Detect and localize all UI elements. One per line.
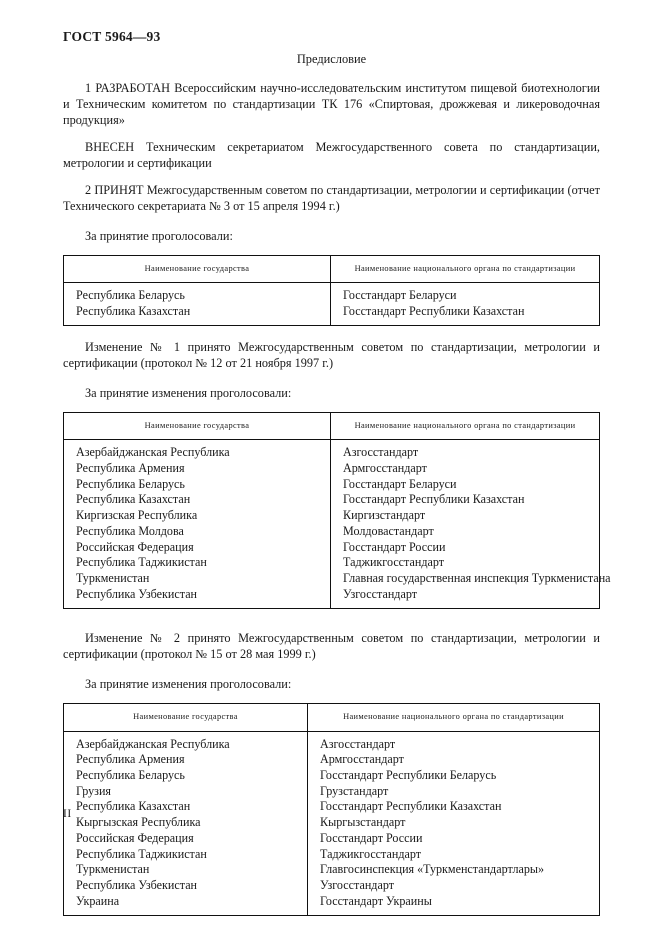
list-item: Туркменистан — [76, 571, 150, 586]
table-amendment-1-votes — [63, 412, 611, 609]
vote-intro-amendment-2: За принятие изменения проголосовали: — [85, 677, 292, 692]
list-item: Госстандарт Беларуси — [343, 476, 457, 491]
running-head-standard-number: ГОСТ 5964—93 — [63, 29, 161, 44]
paragraph-developed-by: 1 РАЗРАБОТАН Всероссийским научно-исследовательским институтом пищевой биотехнологии и Техническим комитетом по стандартизации ТК 176 «Спиртовая, дрожжевая и ликероводочная продукция» — [63, 80, 600, 127]
list-item: Молдовастандарт — [343, 523, 434, 538]
list-item: Кыргызская Республика — [76, 815, 201, 830]
table-row — [64, 440, 600, 609]
list-item: Республика Таджикистан — [76, 846, 207, 861]
paragraph-adopted-by: 2 ПРИНЯТ Межгосударственным советом по стандартизации, метрологии и сертификации (отчет Технического секретариата № 3 от 15 апреля 1994 г.) — [63, 182, 600, 213]
paragraph-amendment-2: Изменение № 2 принято Межгосударственным советом по стандартизации, метрологии и сертификации (протокол № 15 от 28 мая 1999 г.) — [63, 631, 600, 662]
spacer — [63, 326, 600, 340]
table-row — [64, 731, 600, 916]
list-item: Республика Казахстан — [76, 492, 191, 507]
list-item: Госстандарт Украины — [320, 893, 432, 908]
list-item: Таджикгосстандарт — [343, 555, 445, 570]
table-header-row — [64, 255, 600, 282]
table-adoption-votes-wrap — [63, 255, 600, 327]
list-item: Грузия — [76, 783, 111, 798]
list-item: Азербайджанская Республика — [76, 736, 230, 751]
list-item: Азербайджанская Республика — [76, 445, 230, 460]
list-item: Туркменистан — [76, 862, 150, 877]
list-item: Республика Беларусь — [76, 767, 185, 782]
list-item: Российская Федерация — [76, 539, 194, 554]
spacer — [63, 609, 600, 631]
list-item: Республика Армения — [76, 752, 185, 767]
cell-bodies — [331, 440, 611, 609]
column-header-body: Наименование национального органа по стандартизации — [331, 413, 600, 440]
list-item: Российская Федерация — [76, 830, 194, 845]
list-item: Армгосстандарт — [320, 752, 404, 767]
list-item: Киргизская Республика — [76, 508, 198, 523]
table-header-row — [64, 704, 600, 731]
page-title: Предисловие — [296, 52, 367, 66]
table-header-row — [64, 413, 600, 440]
column-header-body: Наименование национального органа по стандартизации — [308, 704, 600, 731]
table-amendment-2-votes-wrap — [63, 703, 600, 916]
list-item: Армгосстандарт — [343, 461, 427, 476]
list-item: Республика Армения — [76, 461, 185, 476]
cell-states — [64, 282, 331, 325]
cell-bodies — [308, 731, 600, 916]
list-item: Узгосстандарт — [343, 586, 417, 601]
list-item: Республика Узбекистан — [76, 586, 198, 601]
paragraph-submitted-by: ВНЕСЕН Техническим секретариатом Межгосударственного совета по стандартизации, метрологии и сертификации — [63, 139, 600, 170]
list-item: Республика Узбекистан — [76, 877, 198, 892]
list-item: Госстандарт России — [343, 539, 446, 554]
column-header-state: Наименование государства — [64, 704, 308, 731]
cell-bodies — [331, 282, 600, 325]
list-item: Азгосстандарт — [320, 736, 396, 751]
list-item: Грузстандарт — [320, 783, 389, 798]
list-item: Госстандарт России — [320, 830, 423, 845]
page-content — [63, 52, 611, 916]
page-number: II — [63, 808, 72, 820]
list-item: Главная государственная инспекция Туркменистана — [343, 571, 611, 586]
vote-intro-adoption: За принятие проголосовали: — [85, 228, 233, 243]
list-item: Главгосинспекция «Туркменстандартлары» — [320, 862, 545, 877]
list-item: Украина — [76, 893, 120, 908]
list-item: Киргизстандарт — [343, 508, 426, 523]
list-item: Республика Беларусь — [76, 476, 185, 491]
list-item: Республика Казахстан — [76, 799, 191, 814]
paragraph-amendment-1: Изменение № 1 принято Межгосударственным советом по стандартизации, метрологии и сертификации (протокол № 12 от 21 ноября 1997 г.) — [63, 340, 600, 371]
list-item: Госстандарт Республики Казахстан — [343, 303, 525, 318]
column-header-body: Наименование национального органа по стандартизации — [331, 255, 600, 282]
table-amendment-1-votes-wrap — [63, 412, 611, 609]
list-item: Кыргызстандарт — [320, 815, 406, 830]
cell-states — [64, 731, 308, 916]
column-header-state: Наименование государства — [64, 413, 331, 440]
table-row — [64, 282, 600, 325]
list-item: Таджикгосстандарт — [320, 846, 422, 861]
list-item: Госстандарт Республики Казахстан — [320, 799, 502, 814]
table-adoption-votes — [63, 255, 600, 327]
table-amendment-2-votes — [63, 703, 600, 916]
list-item: Республика Казахстан — [76, 303, 191, 318]
list-item: Республика Молдова — [76, 523, 184, 538]
list-item: Республика Беларусь — [76, 287, 185, 302]
list-item: Азгосстандарт — [343, 445, 419, 460]
list-item: Госстандарт Беларуси — [343, 287, 457, 302]
vote-intro-amendment-1: За принятие изменения проголосовали: — [85, 386, 292, 401]
list-item: Республика Таджикистан — [76, 555, 207, 570]
column-header-state: Наименование государства — [64, 255, 331, 282]
cell-states — [64, 440, 331, 609]
list-item: Госстандарт Республики Казахстан — [343, 492, 525, 507]
list-item: Госстандарт Республики Беларусь — [320, 767, 497, 782]
list-item: Узгосстандарт — [320, 877, 394, 892]
